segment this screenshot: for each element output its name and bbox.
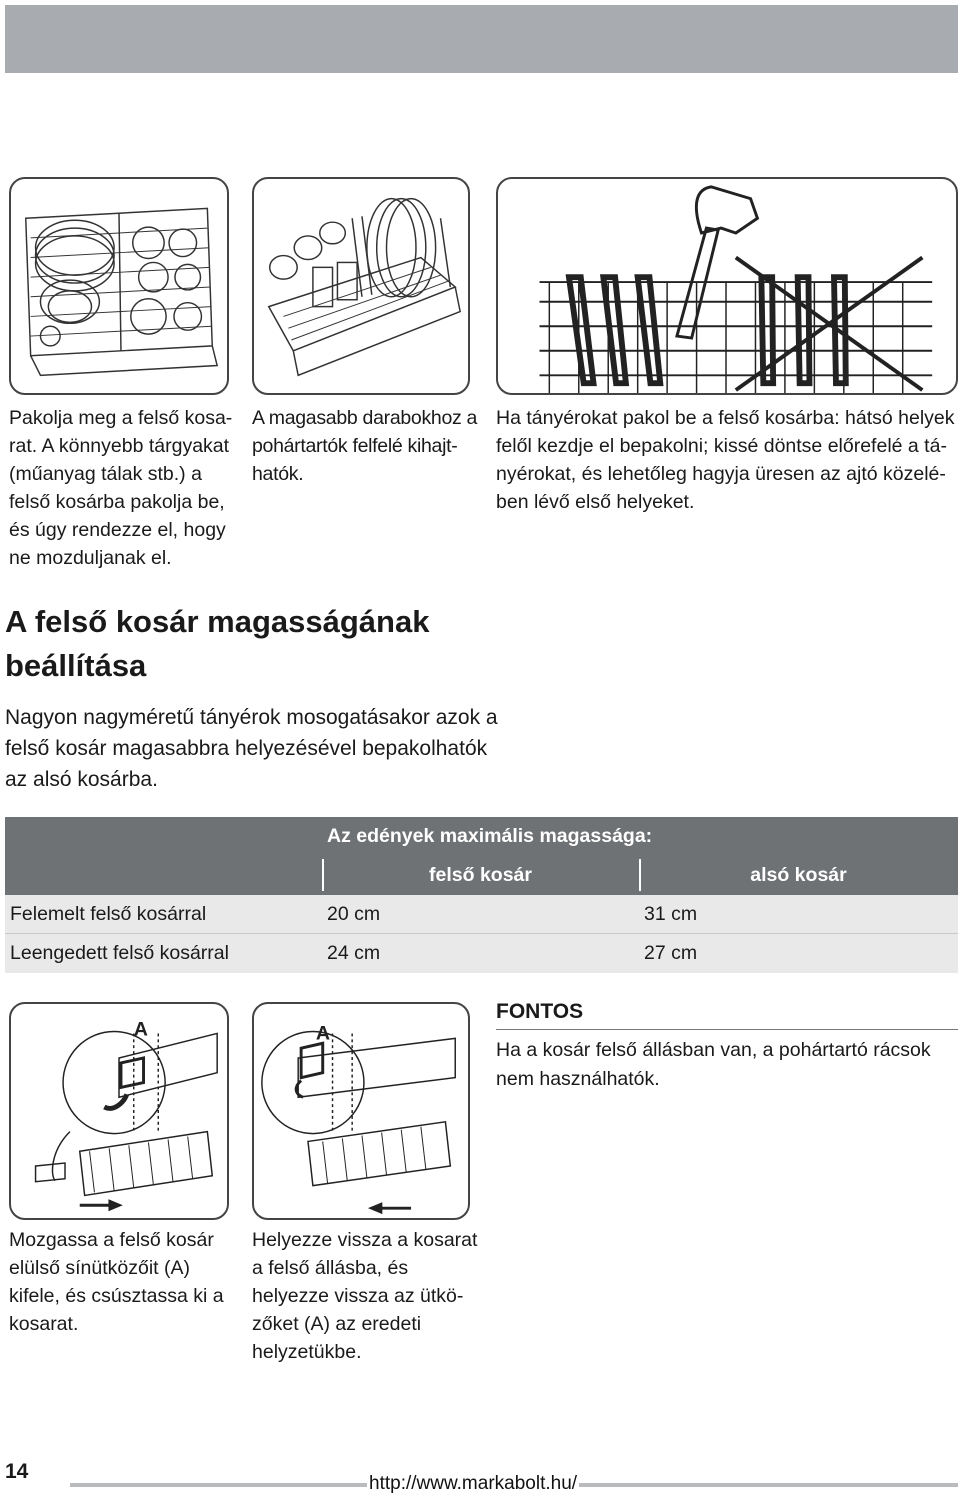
caption-fig3: Ha tányérokat pakol be a felső kosárba: hátsó helyek felől kezdje el bepakolni; kissé döntse előrefelé a tá-nyérokat, és lehetőleg hagyja üresen az ajtó közelé-ben lévő első helyeket. <box>496 407 955 513</box>
page-number: 14 <box>5 1460 29 1483</box>
table-row <box>5 934 958 973</box>
table-title: Az edények maximális magassága: <box>327 824 653 847</box>
row-label: Leengedett felső kosárral <box>10 942 229 964</box>
footer-url[interactable]: http://www.markabolt.hu/ <box>369 1473 578 1494</box>
caption-fig4: Mozgassa a felső kosár elülső sínütközőit (A) kifele, és csúsztassa ki a kosarat. <box>9 1229 224 1335</box>
row-label: Felemelt felső kosárral <box>10 902 207 925</box>
lower-value: 27 cm <box>644 942 698 964</box>
section-heading: A felső kosár magasságának beállítása <box>5 604 430 683</box>
table-title-row <box>5 817 958 855</box>
basket-replace-illustration <box>252 1002 470 1220</box>
important-divider <box>496 1029 958 1030</box>
upper-value: 20 cm <box>327 902 381 925</box>
plate-loading-illustration <box>496 177 958 395</box>
caption-fig5: Helyezze vissza a kosarat a felső állásba, és helyezze vissza az ütkö-zőket (A) az eredeti helyzetükbe. <box>252 1229 478 1363</box>
important-title: FONTOS <box>496 1000 584 1023</box>
caption-fig2: A magasabb darabokhoz a pohártartók felfelé kihajt-hatók. <box>252 407 478 485</box>
upper-value: 24 cm <box>327 942 381 964</box>
upper-basket-loaded-illustration <box>9 177 229 395</box>
rail-stop-out-illustration <box>9 1002 229 1220</box>
cup-rack-illustration <box>252 177 470 395</box>
top-header-bar <box>5 5 958 73</box>
label-a-left: A <box>133 1018 148 1041</box>
label-a-right: A <box>315 1022 331 1045</box>
table-header-row <box>5 855 958 895</box>
max-height-table <box>5 817 958 973</box>
column-header-upper-basket: felső kosár <box>429 863 532 886</box>
section-intro: Nagyon nagyméretű tányérok mosogatásakor azok a felső kosár magasabbra helyezésével bepakolhatók az alsó kosárba. <box>5 706 498 791</box>
table-row <box>5 895 958 934</box>
column-header-lower-basket: alsó kosár <box>750 863 847 886</box>
caption-fig1: Pakolja meg a felső kosa-rat. A könnyebb tárgyakat (műanyag tálak stb.) a felső kosárba pakolja be, és úgy rendezze el, hogy ne mozduljanak el. <box>9 407 233 569</box>
important-text: Ha a kosár felső állásban van, a pohártartó rácsok nem használhatók. <box>496 1039 931 1090</box>
lower-value: 31 cm <box>644 902 698 925</box>
